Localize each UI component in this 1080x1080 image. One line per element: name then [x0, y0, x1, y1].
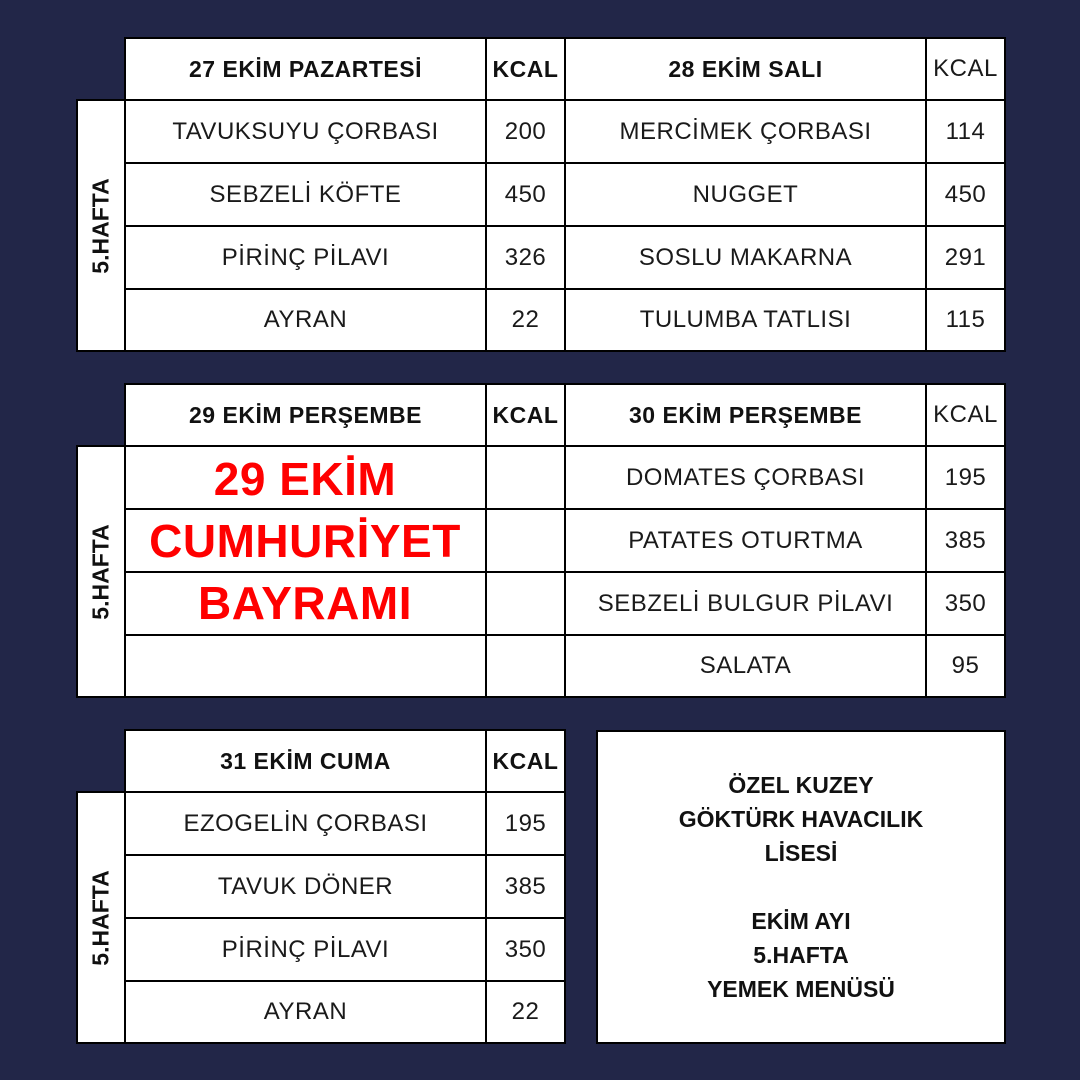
menu-title-line: YEMEK MENÜSÜ	[707, 976, 895, 1002]
thursday-item-name: PATATES OTURTMA	[564, 508, 927, 573]
thursday-item-name: SEBZELİ BULGUR PİLAVI	[564, 571, 927, 636]
thursday-kcal-header: KCAL	[925, 383, 1006, 447]
school-name-line: GÖKTÜRK HAVACILIK	[678, 806, 924, 832]
tuesday-item-name: MERCİMEK ÇORBASI	[564, 99, 927, 164]
monday-item-kcal: 200	[485, 99, 566, 164]
tuesday-header: 28 EKİM SALI	[564, 37, 927, 101]
wednesday-kcal-header: KCAL	[485, 383, 566, 447]
school-info-box	[596, 730, 1006, 1044]
monday-item-kcal: 326	[485, 225, 566, 290]
thursday-item-kcal: 95	[925, 634, 1006, 698]
thursday-item-kcal: 385	[925, 508, 1006, 573]
wednesday-empty-cell	[124, 508, 487, 573]
tuesday-item-kcal: 114	[925, 99, 1006, 164]
monday-item-name: TAVUKSUYU ÇORBASI	[124, 99, 487, 164]
week-label-text: 5.HAFTA	[87, 177, 114, 274]
thursday-item-kcal: 350	[925, 571, 1006, 636]
monday-item-name: SEBZELİ KÖFTE	[124, 162, 487, 227]
wednesday-header: 29 EKİM PERŞEMBE	[124, 383, 487, 447]
friday-item-kcal: 195	[485, 791, 566, 856]
monday-header: 27 EKİM PAZARTESİ	[124, 37, 487, 101]
monday-item-name: AYRAN	[124, 288, 487, 352]
friday-item-kcal: 22	[485, 980, 566, 1044]
school-name-line: ÖZEL KUZEY	[728, 772, 874, 798]
monday-kcal-header: KCAL	[485, 37, 566, 101]
tuesday-item-kcal: 115	[925, 288, 1006, 352]
holiday-line: BAYRAMI	[198, 577, 412, 629]
thursday-item-name: SALATA	[564, 634, 927, 698]
friday-item-name: TAVUK DÖNER	[124, 854, 487, 919]
week-label-3	[76, 791, 126, 1044]
tuesday-kcal-header: KCAL	[925, 37, 1006, 101]
week-label-text: 5.HAFTA	[87, 869, 114, 966]
wednesday-empty-cell	[124, 571, 487, 636]
week-label-1	[76, 99, 126, 352]
menu-title-line: 5.HAFTA	[753, 942, 849, 968]
friday-kcal-header: KCAL	[485, 729, 566, 793]
tuesday-item-name: SOSLU MAKARNA	[564, 225, 927, 290]
wednesday-empty-cell	[124, 634, 487, 698]
friday-item-name: AYRAN	[124, 980, 487, 1044]
friday-item-kcal: 385	[485, 854, 566, 919]
monday-item-kcal: 450	[485, 162, 566, 227]
wednesday-empty-cell	[124, 445, 487, 510]
tuesday-item-name: TULUMBA TATLISI	[564, 288, 927, 352]
tuesday-item-kcal: 291	[925, 225, 1006, 290]
thursday-item-kcal: 195	[925, 445, 1006, 510]
holiday-line: 29 EKİM	[213, 453, 397, 505]
monday-item-name: PİRİNÇ PİLAVI	[124, 225, 487, 290]
thursday-item-name: DOMATES ÇORBASI	[564, 445, 927, 510]
menu-title-line: EKİM AYI	[751, 908, 851, 934]
school-name-line: LİSESİ	[764, 840, 838, 866]
holiday-line: CUMHURİYET	[149, 515, 461, 567]
monday-item-kcal: 22	[485, 288, 566, 352]
wednesday-empty-kcal	[485, 634, 566, 698]
week-label-2	[76, 445, 126, 698]
friday-header: 31 EKİM CUMA	[124, 729, 487, 793]
week-label-text: 5.HAFTA	[87, 523, 114, 620]
friday-item-name: EZOGELİN ÇORBASI	[124, 791, 487, 856]
wednesday-empty-kcal	[485, 508, 566, 573]
wednesday-empty-kcal	[485, 445, 566, 510]
tuesday-item-kcal: 450	[925, 162, 1006, 227]
friday-item-name: PİRİNÇ PİLAVI	[124, 917, 487, 982]
wednesday-empty-kcal	[485, 571, 566, 636]
thursday-header: 30 EKİM PERŞEMBE	[564, 383, 927, 447]
friday-item-kcal: 350	[485, 917, 566, 982]
tuesday-item-name: NUGGET	[564, 162, 927, 227]
